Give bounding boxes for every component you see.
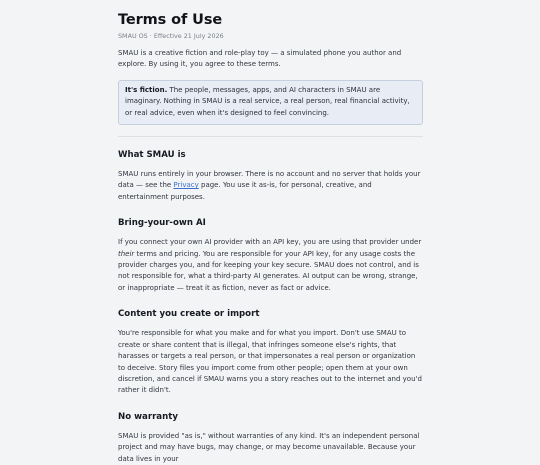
page-meta: SMAU OS · Effective 21 July 2026 bbox=[118, 32, 224, 40]
section-body-text: SMAU runs entirely in your browser. There is no account and no server that holds your data — see the bbox=[118, 170, 421, 190]
section-body-text: If you connect your own AI provider with an API key, you are using that provider under bbox=[118, 238, 422, 247]
section-body: You're responsible for what you make and for what you import. Don't use SMAU to create or share content that is illegal, that infringes someone else's rights, that harasses or targets a real person, or that impersonates a real person or organization to deceive. Story files you import come from other people; open them at your own discretion, and cancel if SMAU warns you a story reaches out to the internet and you'd rather it didn't. bbox=[118, 329, 422, 395]
emphasis-text: their bbox=[118, 249, 135, 258]
section-body bbox=[118, 169, 423, 203]
privacy-link[interactable]: Privacy bbox=[173, 181, 199, 190]
callout-body: The people, messages, apps, and AI characters in SMAU are imaginary. Nothing in SMAU is a real service, a real person, real financial activity, or real advice, even when it's designed to feel convincing. bbox=[125, 85, 410, 117]
section-body-text: terms and pricing. You are responsible for your API key, for any usage costs the provider charges you, and for keeping your key secure. SMAU does not control, and is not responsible for, what a third-party AI generates. AI output can be wrong, strange, or inappropriate — treat it as fiction, never as fact or advice. bbox=[118, 249, 419, 292]
section-bring-your-own-ai bbox=[118, 217, 423, 294]
section-no-warranty bbox=[118, 411, 423, 465]
divider bbox=[118, 136, 423, 137]
page-title: Terms of Use bbox=[118, 12, 223, 28]
section-content-you-create bbox=[118, 308, 423, 396]
section-what-smau-is bbox=[118, 149, 423, 203]
terms-content bbox=[118, 10, 423, 465]
section-heading: Bring-your-own AI bbox=[118, 218, 206, 229]
callout-bold: It's fiction. bbox=[125, 85, 168, 94]
fiction-callout bbox=[118, 80, 423, 125]
section-body bbox=[118, 237, 423, 294]
section-body: SMAU is provided "as is," without warranties of any kind. It's an independent personal project and may have bugs, may change, or may become unavailable. Because your data lives in your bbox=[118, 431, 420, 463]
section-body-text: page. You use it as-is, for personal, creative, and entertainment purposes. bbox=[118, 181, 372, 201]
section-heading: No warranty bbox=[118, 411, 178, 422]
callout-text bbox=[125, 85, 416, 119]
intro-paragraph: SMAU is a creative fiction and role-play toy — a simulated phone you author and explore. By using it, you agree to these terms. bbox=[118, 49, 402, 69]
section-heading: Content you create or import bbox=[118, 309, 260, 320]
section-heading: What SMAU is bbox=[118, 150, 186, 161]
